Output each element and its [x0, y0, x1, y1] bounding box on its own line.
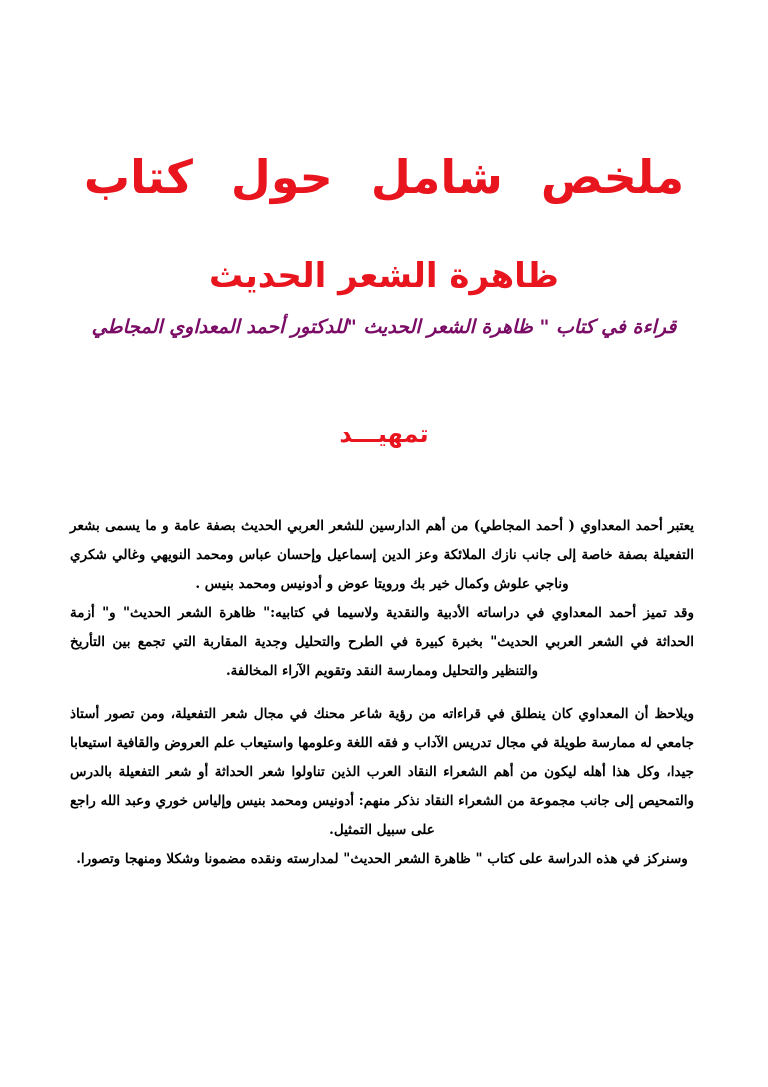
paragraph-focus: وسنركز في هذه الدراسة على كتاب " ظاهرة الشعر الحديث" لمدارسته ونقده مضمونا وشكلا ومنهجا وتصورا. — [76, 851, 688, 867]
paragraph-intro: يعتبر أحمد المعداوي ( أحمد المجاطي) من أهم الدارسين للشعر العربي الحديث بصفة عامة و ما يسمى بشعر التفعيلة بصفة خاصة إلى جانب نازك الملائكة وعز الدين إسماعيل وإحسان عباس ومحمد النويهي وغالي شكري وناجي علوش وكمال خير بك ورويتا عوض و أدونيس ومحمد بنيس . — [70, 518, 694, 592]
paragraph-approach: ويلاحظ أن المعداوي كان ينطلق في قراءاته من رؤية شاعر محنك في مجال شعر التفعيلة، ومن تصور أستاذ جامعي له ممارسة طويلة في مجال تدريس الآداب و فقه اللغة وعلومها واستيعاب علم العروض والقافية استيعابا جيدا، وكل هذا أهله ليكون من أهم الشعراء النقاد العرب الذين تناولوا شعر الحداثة أو شعر التفعيلة بالدرس والتمحيص إلى جانب مجموعة من الشعراء النقاد نذكر منهم: أدونيس ومحمد بنيس وإلياس خوري وعبد الله راجع على سبيل التمثيل. — [70, 706, 694, 838]
book-title: ظاهرة الشعر الحديث — [209, 256, 559, 296]
subtitle: قراءة في كتاب " ظاهرة الشعر الحديث "للدكتور أحمد المعداوي المجاطي — [91, 316, 677, 338]
paragraph-studies: وقد تميز أحمد المعداوي في دراساته الأدبية والنقدية ولاسيما في كتابيه:" ظاهرة الشعر الحديث" و" أزمة الحداثة في الشعر العربي الحديث" بخبرة كبيرة في الطرح والتحليل وجدية المقاربة التي تجمع بين التأريخ والتنظير والتحليل وممارسة النقد وتقويم الآراء المخالفة. — [70, 605, 694, 679]
main-title: ملخص شامل حول كتاب — [83, 150, 685, 204]
section-heading — [200, 420, 568, 448]
body-text — [70, 512, 694, 874]
section-heading-text: تمهيـــد — [339, 420, 429, 448]
